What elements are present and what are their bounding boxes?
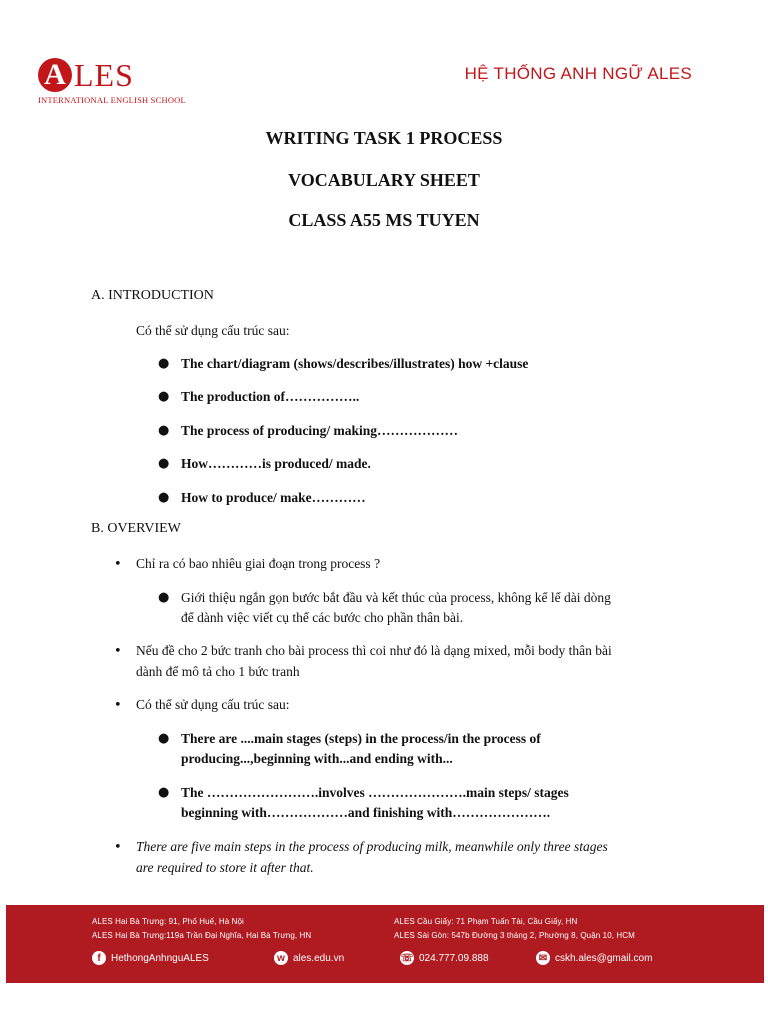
logo-word: LES [74,57,134,93]
footer-facebook[interactable] [92,951,209,965]
footer-website[interactable] [274,951,344,965]
bullet-icon: ● [158,785,170,800]
bullet-icon: • [114,698,122,713]
structure-line1: The …………………….involves ………………….main steps/ stages [181,785,569,800]
footer-bar [6,905,764,983]
overview-point: Chỉ ra có bao nhiêu giai đoạn trong process ? [136,556,381,571]
phone-icon: ☏ [400,952,414,964]
structure-line2: beginning with………………and finishing with…………………. [181,805,551,820]
footer-phone[interactable] [400,951,489,965]
bullet-icon: ● [158,423,170,438]
bullet-icon: ● [158,490,170,505]
logo-subtitle: INTERNATIONAL ENGLISH SCHOOL [38,95,186,105]
footer-address: ALES Cầu Giấy: 71 Phạm Tuấn Tài, Cầu Giấy, HN [394,917,578,926]
overview-subpoint-line1: Giới thiệu ngắn gọn bước bắt đầu và kết thúc của process, không kể lể dài dòng [181,590,611,605]
footer-address: ALES Sài Gòn: 547b Đường 3 tháng 2, Phường 8, Quận 10, HCM [394,931,635,940]
phone-text: 024.777.09.888 [419,952,489,964]
bullet-icon: • [114,840,122,855]
bullet-icon: ● [158,389,170,404]
ales-logo [38,58,186,105]
overview-point: Có thể sử dụng cấu trúc sau: [136,697,290,712]
overview-point-line2: dành để mô tả cho 1 bức tranh [136,664,300,679]
doc-title: WRITING TASK 1 PROCESS [265,128,503,148]
bullet-icon: ● [158,456,170,471]
facebook-text: HethongAnhnguALES [111,952,209,964]
website-text: ales.edu.vn [293,952,345,964]
intro-item: How…………is produced/ made. [181,456,371,471]
web-icon: w [274,951,288,965]
intro-item: The production of…………….. [181,389,360,404]
example-line1: There are five main steps in the process of producing milk, meanwhile only three stages [136,839,608,854]
bullet-icon: ● [158,590,170,605]
section-heading-intro: A. INTRODUCTION [91,288,214,303]
mail-icon: ✉ [536,951,550,965]
footer-email[interactable] [536,951,652,965]
bullet-icon: • [114,557,122,572]
doc-class: CLASS A55 MS TUYEN [288,210,480,230]
intro-item: The chart/diagram (shows/describes/illustrates) how +clause [181,356,529,371]
intro-lead: Có thể sử dụng cấu trúc sau: [136,323,290,338]
brand-heading: HỆ THỐNG ANH NGỮ ALES [464,64,692,83]
bullet-icon: • [114,644,122,659]
overview-subpoint-line2: để dành việc viết cụ thể các bước cho phần thân bài. [181,610,464,625]
doc-subtitle: VOCABULARY SHEET [288,170,480,190]
intro-item: The process of producing/ making……………… [181,423,459,438]
bullet-icon: ● [158,356,170,371]
intro-item: How to produce/ make………… [181,490,366,505]
example-line2: are required to store it after that. [136,860,314,875]
email-text: cskh.ales@gmail.com [555,952,653,964]
overview-point-line1: Nếu đề cho 2 bức tranh cho bài process thì coi như đó là dạng mixed, mỗi body thân bài [136,643,612,658]
facebook-icon: f [92,951,106,965]
footer-address: ALES Hai Bà Trưng: 91, Phố Huế, Hà Nội [92,917,244,926]
section-heading-overview: B. OVERVIEW [91,521,181,536]
footer-address: ALES Hai Bà Trưng:119a Trần Đại Nghĩa, Hai Bà Trưng, HN [92,931,312,940]
logo-a-circle: A [38,58,72,92]
structure-line1: There are ....main stages (steps) in the process/in the process of [181,731,541,746]
structure-line2: producing...,beginning with...and ending with... [181,751,453,766]
bullet-icon: ● [158,731,170,746]
